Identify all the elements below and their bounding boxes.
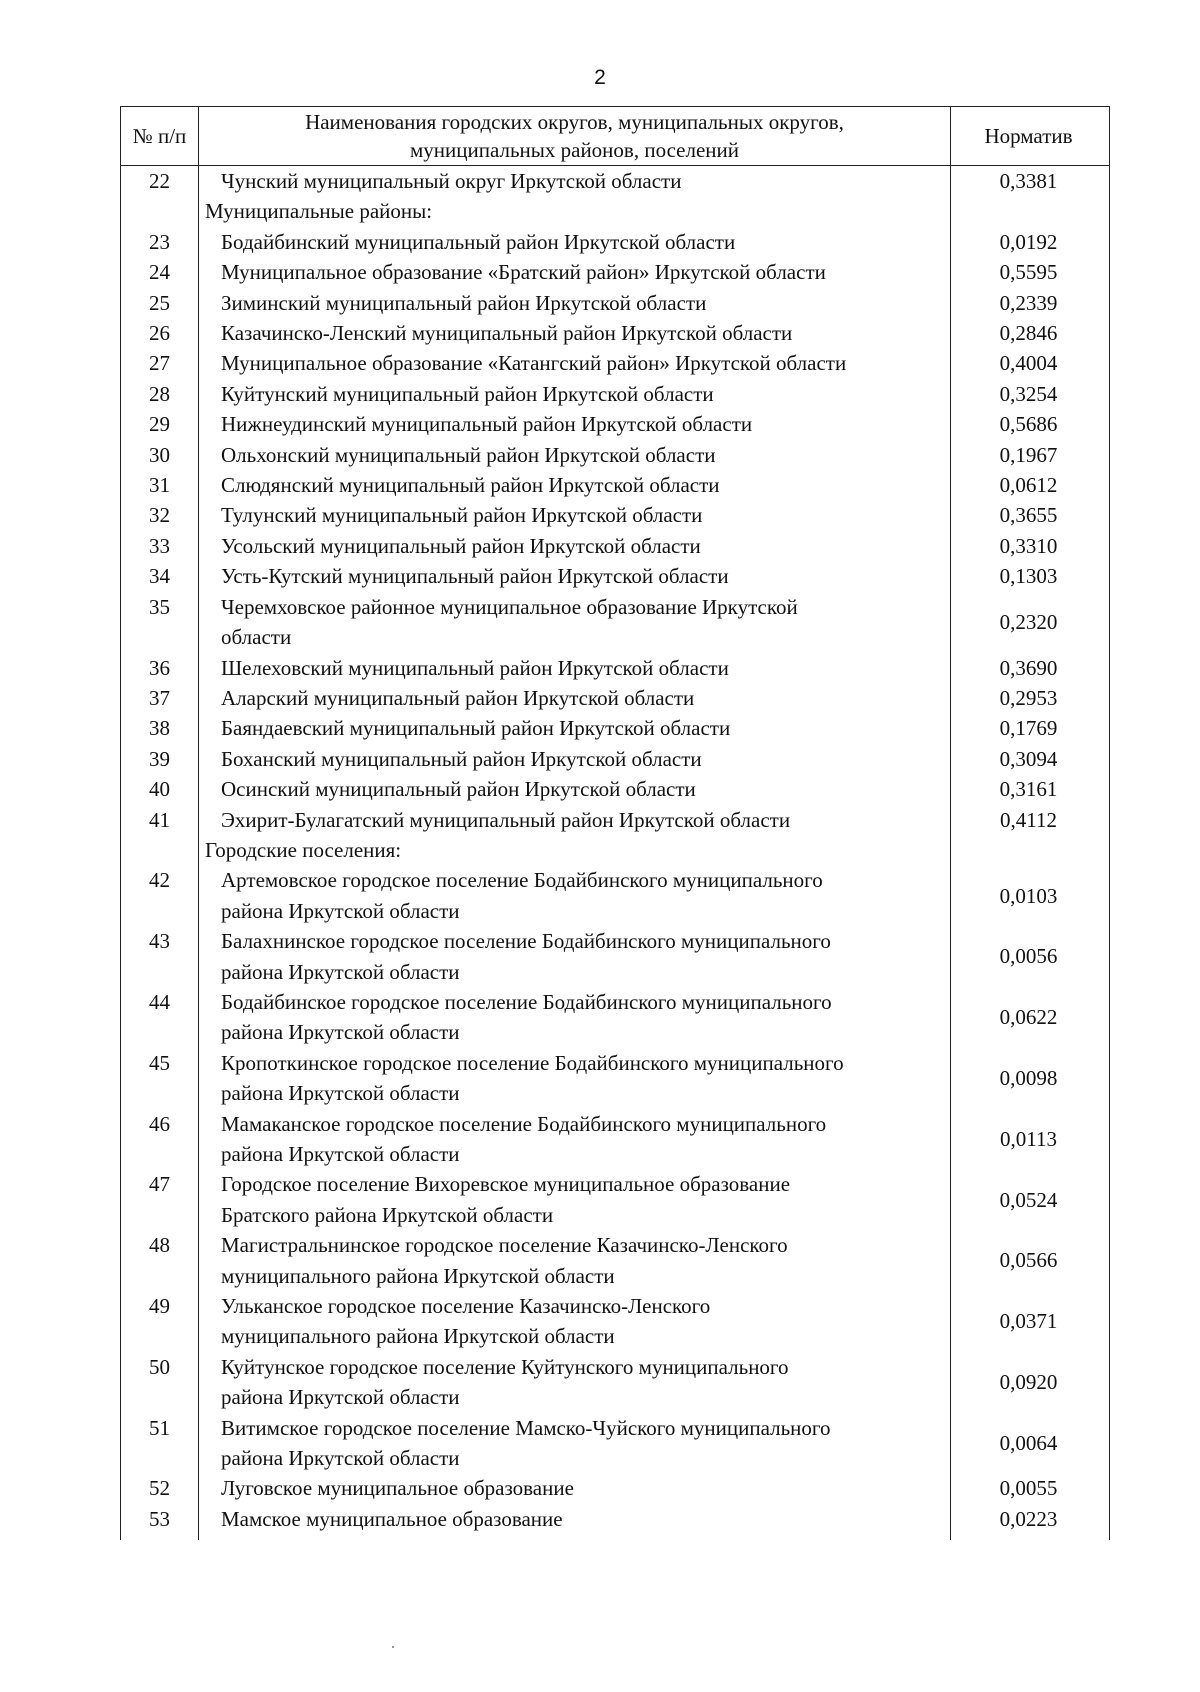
table-row bbox=[121, 257, 1109, 287]
row-value: 0,0223 bbox=[999, 1506, 1058, 1531]
row-name-cell bbox=[199, 1352, 951, 1413]
row-name-cell bbox=[199, 1109, 951, 1170]
row-name-cell bbox=[199, 288, 951, 318]
row-num: 38 bbox=[121, 713, 199, 743]
row-name-cell bbox=[199, 1504, 951, 1534]
table-row bbox=[121, 865, 1109, 926]
row-name: Ульканское городское поселение Казачинско-Ленского bbox=[221, 1294, 711, 1319]
row-num: 27 bbox=[121, 348, 199, 378]
row-value: 0,2846 bbox=[999, 321, 1058, 346]
table-row bbox=[121, 500, 1109, 530]
row-name-cell bbox=[199, 1413, 951, 1474]
row-name: Кропоткинское городское поселение Бодайбинского муниципального bbox=[221, 1050, 844, 1075]
row-value: 0,0103 bbox=[999, 883, 1058, 908]
row-name: Куйтунское городское поселение Куйтунского муниципального bbox=[221, 1354, 789, 1379]
header-name bbox=[199, 107, 951, 165]
row-num: 52 bbox=[121, 1473, 199, 1503]
row-name: Слюдянский муниципальный район Иркутской области bbox=[221, 473, 720, 498]
row-num: 53 bbox=[121, 1504, 199, 1534]
row-value: 0,3655 bbox=[999, 503, 1058, 528]
table-row bbox=[121, 1291, 1109, 1352]
table-bottom bbox=[121, 1534, 1109, 1540]
row-num: 35 bbox=[121, 592, 199, 653]
row-name-cell bbox=[199, 1048, 951, 1109]
row-value: 0,4004 bbox=[999, 351, 1058, 376]
table-row bbox=[121, 1048, 1109, 1109]
table-row bbox=[121, 1473, 1109, 1503]
table-row bbox=[121, 531, 1109, 561]
row-value: 0,3094 bbox=[999, 746, 1058, 771]
row-num: 32 bbox=[121, 500, 199, 530]
table-row bbox=[121, 440, 1109, 470]
row-name-cont: муниципального района Иркутской области bbox=[221, 1263, 615, 1288]
table-row bbox=[121, 592, 1109, 653]
row-name-cell bbox=[199, 805, 951, 835]
row-name: Балахнинское городское поселение Бодайбинского муниципального bbox=[221, 929, 831, 954]
row-name: Ольхонский муниципальный район Иркутской области bbox=[221, 442, 716, 467]
row-num: 30 bbox=[121, 440, 199, 470]
table-row bbox=[121, 288, 1109, 318]
row-value: 0,3690 bbox=[999, 655, 1058, 680]
table-row bbox=[121, 744, 1109, 774]
table-row bbox=[121, 561, 1109, 591]
page-number: 2 bbox=[594, 66, 606, 89]
table-row bbox=[121, 227, 1109, 257]
row-value: 0,1967 bbox=[999, 442, 1058, 467]
table-row bbox=[121, 774, 1109, 804]
row-value: 0,0920 bbox=[999, 1370, 1058, 1395]
row-name: Чунский муниципальный округ Иркутской области bbox=[221, 169, 682, 193]
row-num: 51 bbox=[121, 1413, 199, 1474]
table-row bbox=[121, 1230, 1109, 1291]
row-name-cell bbox=[199, 987, 951, 1048]
row-value: 0,0622 bbox=[999, 1005, 1058, 1030]
row-num: 24 bbox=[121, 257, 199, 287]
row-num: 26 bbox=[121, 318, 199, 348]
row-value: 0,4112 bbox=[1000, 807, 1057, 832]
row-num: 42 bbox=[121, 865, 199, 926]
row-num: 31 bbox=[121, 470, 199, 500]
table-row bbox=[121, 1413, 1109, 1474]
row-value: 0,2320 bbox=[999, 609, 1058, 634]
row-value: 0,0566 bbox=[999, 1248, 1058, 1273]
row-name: Черемховское районное муниципальное образование Иркутской bbox=[221, 594, 798, 619]
section-title: Муниципальные районы: bbox=[199, 196, 951, 226]
row-num: 29 bbox=[121, 409, 199, 439]
row-name-cont: района Иркутской области bbox=[221, 898, 460, 923]
header-name-line1: Наименования городских округов, муниципальных округов, bbox=[305, 110, 844, 134]
header-num: № п/п bbox=[121, 107, 199, 165]
row-name-cell bbox=[199, 1473, 951, 1503]
row-value: 0,0371 bbox=[999, 1309, 1058, 1334]
row-num: 49 bbox=[121, 1291, 199, 1352]
table-row bbox=[121, 805, 1109, 835]
table-row bbox=[121, 1109, 1109, 1170]
table-row bbox=[121, 166, 1109, 196]
row-name-cell bbox=[199, 592, 951, 653]
row-name-cell bbox=[199, 683, 951, 713]
row-value: 0,5686 bbox=[999, 412, 1058, 437]
row-value: 0,0192 bbox=[999, 229, 1058, 254]
table-row bbox=[121, 1504, 1109, 1534]
row-num: 22 bbox=[121, 166, 199, 196]
row-name-cell bbox=[199, 257, 951, 287]
row-value: 0,0113 bbox=[1000, 1126, 1057, 1151]
row-name-cell bbox=[199, 318, 951, 348]
row-num: 40 bbox=[121, 774, 199, 804]
row-name-cont: района Иркутской области bbox=[221, 959, 460, 984]
row-name-cell bbox=[199, 653, 951, 683]
row-name: Городское поселение Вихоревское муниципальное образование bbox=[221, 1172, 791, 1197]
row-value: 0,0612 bbox=[999, 473, 1058, 498]
row-value: 0,2953 bbox=[999, 685, 1058, 710]
row-name: Витимское городское поселение Мамско-Чуйского муниципального bbox=[221, 1415, 831, 1440]
row-num: 23 bbox=[121, 227, 199, 257]
row-value: 0,0056 bbox=[999, 944, 1058, 969]
row-name: Муниципальное образование «Братский район» Иркутской области bbox=[221, 260, 826, 285]
row-name-cont: района Иркутской области bbox=[221, 1081, 460, 1106]
table-row bbox=[121, 653, 1109, 683]
row-name-cont: района Иркутской области bbox=[221, 1385, 460, 1410]
row-value: 0,5595 bbox=[999, 260, 1058, 285]
row-num: 39 bbox=[121, 744, 199, 774]
row-name: Зиминский муниципальный район Иркутской области bbox=[221, 290, 707, 315]
row-num: 34 bbox=[121, 561, 199, 591]
row-name: Магистральнинское городское поселение Казачинско-Ленского bbox=[221, 1233, 788, 1258]
row-name-cont: района Иркутской области bbox=[221, 1446, 460, 1471]
row-value: 0,0064 bbox=[999, 1430, 1058, 1455]
row-name-cell bbox=[199, 379, 951, 409]
table-row bbox=[121, 1352, 1109, 1413]
row-name-cell bbox=[199, 1230, 951, 1291]
normative-table bbox=[120, 106, 1110, 1540]
row-name: Усть-Кутский муниципальный район Иркутской области bbox=[221, 564, 729, 589]
row-num: 46 bbox=[121, 1109, 199, 1170]
table-row bbox=[121, 987, 1109, 1048]
row-name-cell bbox=[199, 1291, 951, 1352]
table-row bbox=[121, 470, 1109, 500]
table-header bbox=[121, 107, 1109, 166]
row-name: Мамаканское городское поселение Бодайбинского муниципального bbox=[221, 1111, 827, 1136]
section-row bbox=[121, 835, 1109, 865]
row-name: Куйтунский муниципальный район Иркутской области bbox=[221, 381, 714, 406]
table-row bbox=[121, 926, 1109, 987]
table-row bbox=[121, 348, 1109, 378]
row-value: 0,1769 bbox=[999, 716, 1058, 741]
row-name-cell bbox=[199, 865, 951, 926]
table-row bbox=[121, 318, 1109, 348]
row-name-cell bbox=[199, 166, 951, 196]
row-name-cell bbox=[199, 774, 951, 804]
row-name-cell bbox=[199, 744, 951, 774]
row-name: Осинский муниципальный район Иркутской области bbox=[221, 777, 696, 802]
row-value: 0,0055 bbox=[999, 1476, 1058, 1501]
row-num: 44 bbox=[121, 987, 199, 1048]
row-name: Шелеховский муниципальный район Иркутской области bbox=[221, 655, 729, 680]
row-name-cell bbox=[199, 470, 951, 500]
row-name-cell bbox=[199, 531, 951, 561]
row-name-cont: района Иркутской области bbox=[221, 1020, 460, 1045]
row-num: 48 bbox=[121, 1230, 199, 1291]
row-num: 43 bbox=[121, 926, 199, 987]
row-name: Бодайбинский муниципальный район Иркутской области bbox=[221, 229, 736, 254]
section-title: Городские поселения: bbox=[199, 835, 951, 865]
row-value: 0,3254 bbox=[999, 381, 1058, 406]
row-name: Аларский муниципальный район Иркутской области bbox=[221, 685, 695, 710]
row-name: Казачинско-Ленский муниципальный район Иркутской области bbox=[221, 321, 793, 346]
row-name-cell bbox=[199, 1169, 951, 1230]
row-name: Муниципальное образование «Катангский район» Иркутской области bbox=[221, 351, 847, 376]
row-name: Боханский муниципальный район Иркутской области bbox=[221, 746, 702, 771]
header-value: Норматив bbox=[984, 124, 1073, 148]
row-name-cont: муниципального района Иркутской области bbox=[221, 1324, 615, 1349]
row-name: Усольский муниципальный район Иркутской области bbox=[221, 533, 701, 558]
scan-speck bbox=[392, 1646, 394, 1648]
row-name: Тулунский муниципальный район Иркутской области bbox=[221, 503, 703, 528]
row-num: 41 bbox=[121, 805, 199, 835]
row-name-cell bbox=[199, 409, 951, 439]
row-name: Баяндаевский муниципальный район Иркутской области bbox=[221, 716, 731, 741]
row-value: 0,0524 bbox=[999, 1187, 1058, 1212]
row-name-cont: области bbox=[221, 625, 292, 650]
table-row bbox=[121, 379, 1109, 409]
row-num: 36 bbox=[121, 653, 199, 683]
table-row bbox=[121, 683, 1109, 713]
table-row bbox=[121, 409, 1109, 439]
row-name: Артемовское городское поселение Бодайбинского муниципального bbox=[221, 868, 823, 893]
row-value: 0,3310 bbox=[999, 533, 1058, 558]
row-value: 0,3381 bbox=[999, 169, 1058, 193]
row-name: Эхирит-Булагатский муниципальный район Иркутской области bbox=[221, 807, 791, 832]
row-name-cell bbox=[199, 926, 951, 987]
row-name-cont: района Иркутской области bbox=[221, 1142, 460, 1166]
row-num: 28 bbox=[121, 379, 199, 409]
row-value: 0,1303 bbox=[999, 564, 1058, 589]
row-value: 0,2339 bbox=[999, 290, 1058, 315]
section-row bbox=[121, 196, 1109, 226]
table-row bbox=[121, 713, 1109, 743]
row-name-cell bbox=[199, 440, 951, 470]
row-num: 45 bbox=[121, 1048, 199, 1109]
row-name-cell bbox=[199, 713, 951, 743]
row-value: 0,0098 bbox=[999, 1065, 1058, 1090]
row-name-cell bbox=[199, 348, 951, 378]
row-value: 0,3161 bbox=[999, 777, 1058, 802]
table-row bbox=[121, 1169, 1109, 1230]
row-name-cell bbox=[199, 227, 951, 257]
row-num: 25 bbox=[121, 288, 199, 318]
row-num: 37 bbox=[121, 683, 199, 713]
row-num: 50 bbox=[121, 1352, 199, 1413]
row-name: Луговское муниципальное образование bbox=[221, 1476, 574, 1501]
table-body bbox=[121, 166, 1109, 1534]
row-num: 33 bbox=[121, 531, 199, 561]
row-name: Мамское муниципальное образование bbox=[221, 1506, 563, 1531]
row-num: 47 bbox=[121, 1169, 199, 1230]
row-name-cell bbox=[199, 561, 951, 591]
row-name-cell bbox=[199, 500, 951, 530]
row-name: Бодайбинское городское поселение Бодайбинского муниципального bbox=[221, 989, 832, 1014]
row-name: Нижнеудинский муниципальный район Иркутской области bbox=[221, 412, 753, 437]
header-name-line2: муниципальных районов, поселений bbox=[409, 138, 740, 162]
row-name-cont: Братского района Иркутской области bbox=[221, 1202, 554, 1227]
